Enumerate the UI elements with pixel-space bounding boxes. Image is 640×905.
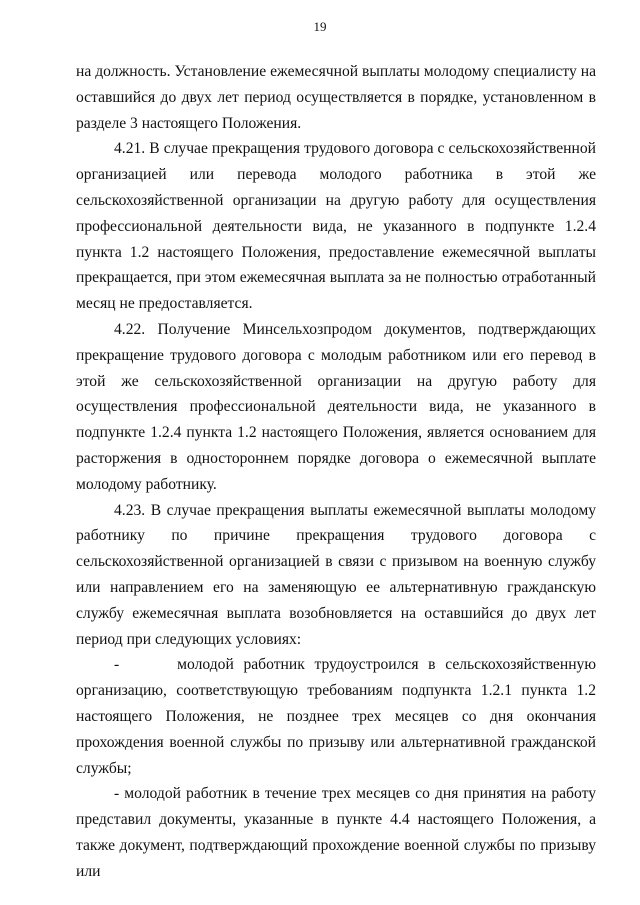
paragraph-4-22: 4.22. Получение Минсельхозпродом документов, подтверждающих прекращение трудового договора с молодым работником или его перевод в этой же сельскохозяйственной организации на другую работу для осуществления профессиональной деятельности вида, не указанного в подпункте 1.2.4 пункта 1.2 настоящего Положения, является основанием для расторжения в одностороннем порядке договора о ежемесячной выплате молодому работнику.: [76, 320, 596, 493]
list-item-condition-1: - молодой работник трудоустроился в сельскохозяйственную организацию, соответствующую требованиям подпункта 1.2.1 пункта 1.2 настоящего Положения, не позднее трех месяцев со дня окончания прохождения военной службы по призыву или альтернативной гражданской службы;: [76, 656, 600, 777]
list-item-condition-2: - молодой работник в течение трех месяцев со дня принятия на работу представил документы, указанные в пункте 4.4 настоящего Положения, а также документ, подтверждающий прохождение военной службы по призыву или: [76, 785, 596, 880]
paragraph-4-23: 4.23. В случае прекращения выплаты ежемесячной выплаты молодому работнику по причине прекращения трудового договора с сельскохозяйственной организацией в связи с призывом на военную службу или направлением его на заменяющую ее альтернативную гражданскую службу ежемесячная выплата возобновляется на оставшийся до двух лет период при следующих условиях:: [76, 501, 596, 648]
paragraph-4-21: 4.21. В случае прекращения трудового договора с сельскохозяйственной организацией или перевода молодого работника в этой же сельскохозяйственной организации на другую работу для осуществления профессиональной деятельности вида, не указанного в подпункте 1.2.4 пункта 1.2 настоящего Положения, предоставление ежемесячной выплаты прекращается, при этом ежемесячная выплата за не полностью отработанный месяц не предоставляется.: [76, 140, 596, 313]
paragraph-continuation: на должность. Установление ежемесячной выплаты молодому специалисту на оставшийся до двух лет период осуществляется в порядке, установленном в разделе 3 настоящего Положения.: [76, 63, 596, 132]
document-body: [76, 59, 600, 885]
page-number: 19: [313, 19, 327, 34]
